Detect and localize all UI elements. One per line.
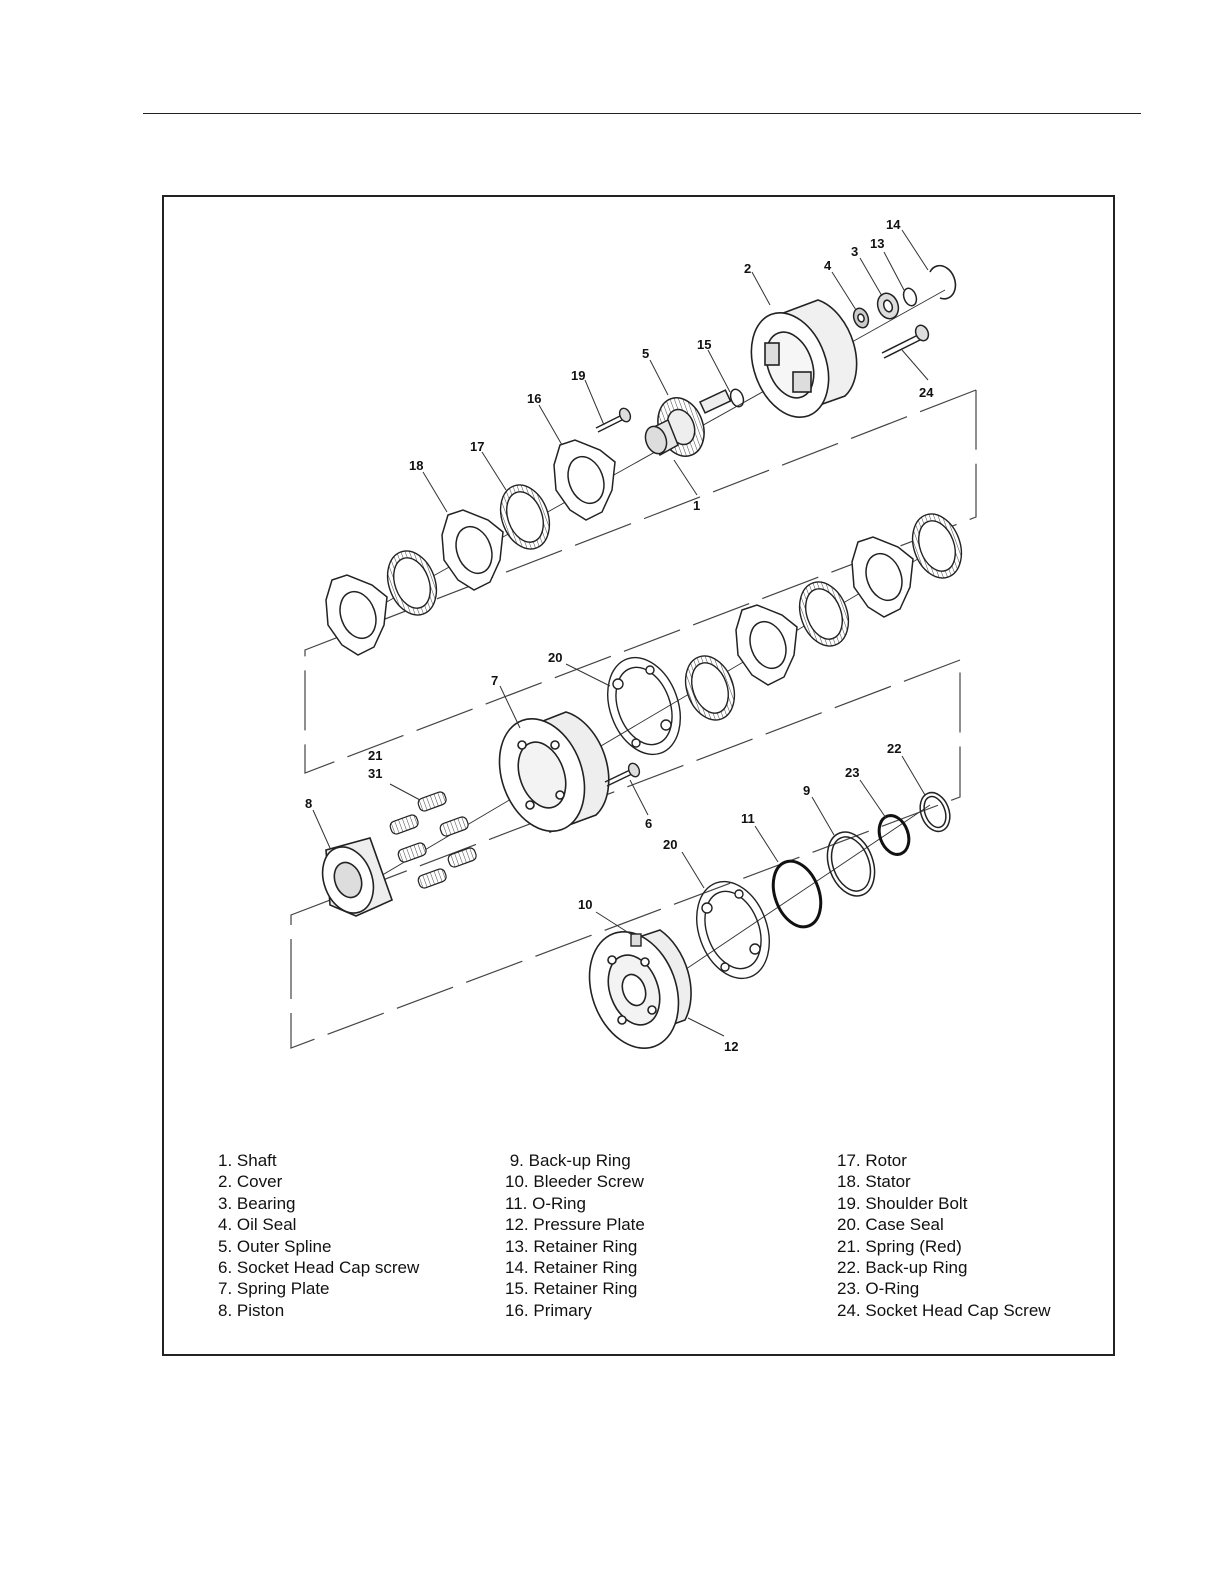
legend-item: 2. Cover [218,1172,283,1192]
callout-19: 19 [571,368,586,383]
retainer-ring-14 [930,266,955,299]
legend-item: 20. Case Seal [837,1215,944,1235]
callout-6: 6 [645,816,653,831]
legend-item: 10. Bleeder Screw [505,1172,644,1192]
legend-item: 7. Spring Plate [218,1279,330,1299]
primary-16 [554,440,615,520]
callout-10: 10 [578,897,593,912]
legend-column-2 [505,1150,645,1321]
legend-item: 6. Socket Head Cap screw [218,1258,420,1278]
callout-3: 3 [851,244,859,259]
callout-7: 7 [491,673,499,688]
cap-screw-24 [882,323,931,358]
callout-31: 31 [368,766,383,781]
legend-item: 19. Shoulder Bolt [837,1193,968,1213]
cap-screw-6 [605,762,641,786]
callout-20-lower: 20 [663,837,678,852]
stator-18 [442,510,503,590]
piston-8 [314,838,392,920]
legend-column-3 [837,1150,1051,1321]
case-seal-20-lower [684,871,782,988]
legend-item: 11. O-Ring [505,1193,586,1213]
callout-9: 9 [803,783,811,798]
backup-ring-9 [819,825,883,902]
legend-column-1 [218,1150,419,1321]
legend-item: 5. Outer Spline [218,1236,332,1256]
stator-plate-c [852,537,913,617]
stator-plate-b [736,605,797,685]
callout-2: 2 [744,261,752,276]
callout-4: 4 [824,258,832,273]
legend-item: 16. Primary [505,1300,592,1320]
callout-12: 12 [724,1039,739,1054]
callout-20-upper: 20 [548,650,563,665]
legend-item: 24. Socket Head Cap Screw [837,1300,1051,1320]
legend-item: 15. Retainer Ring [505,1279,638,1299]
callout-11: 11 [741,811,755,826]
callout-18: 18 [409,458,424,473]
legend-item: 14. Retainer Ring [505,1258,638,1278]
callout-8: 8 [305,796,313,811]
oil-seal-4 [851,306,871,330]
rotor-plate-d [904,507,970,585]
legend-item: 21. Spring (Red) [837,1236,962,1256]
retainer-ring-15 [728,387,745,408]
callout-24: 24 [919,385,934,400]
center-axes [340,290,950,1000]
callout-21: 21 [368,748,383,763]
springs-21 [389,791,478,890]
callout-16: 16 [527,391,542,406]
legend-item: 13. Retainer Ring [505,1236,638,1256]
rotor-plate-b [677,649,743,727]
o-ring-23 [874,811,914,858]
spring-plate-7 [485,707,609,843]
legend-item: 8. Piston [218,1300,285,1320]
legend-item: 22. Back-up Ring [837,1258,968,1278]
cover-2 [738,300,857,428]
stator-plate-a [326,575,387,655]
callout-14: 14 [886,217,901,232]
callout-5: 5 [642,346,650,361]
legend-item: 17. Rotor [837,1151,907,1170]
case-seal-20-upper [595,647,693,764]
backup-ring-22 [915,788,955,835]
callout-13: 13 [870,236,885,251]
legend-item: 12. Pressure Plate [505,1215,645,1235]
legend-item: 4. Oil Seal [218,1215,297,1235]
callout-22: 22 [887,741,902,756]
legend-item: 1. Shaft [218,1151,277,1170]
legend-item: 9. Back-up Ring [505,1151,631,1170]
rotor-plate-a [379,544,445,622]
bleeder-screw-10 [631,934,641,946]
legend-item: 18. Stator [837,1172,911,1192]
callout-17: 17 [470,439,485,454]
legend-item: 23. O-Ring [837,1279,920,1299]
callout-1: 1 [693,498,701,513]
rotor-plate-c [791,575,857,653]
legend-item: 3. Bearing [218,1193,296,1213]
callout-15: 15 [697,337,712,352]
callout-23: 23 [845,765,860,780]
